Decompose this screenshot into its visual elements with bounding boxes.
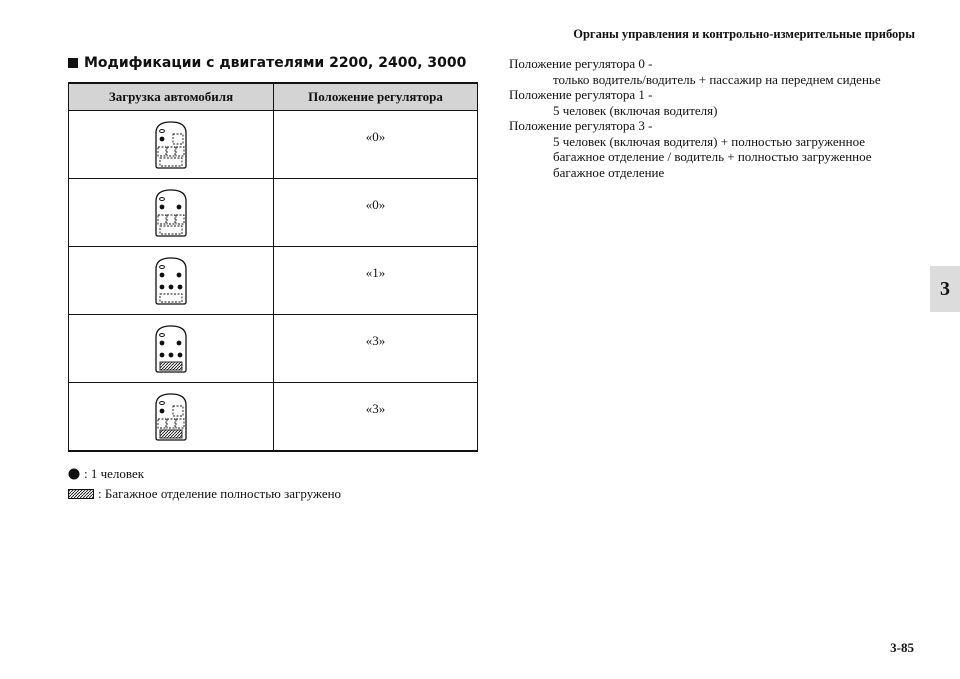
legend-cargo [68,486,341,502]
legend-person-text: : 1 человек [84,466,145,481]
bullet-square-icon [68,58,78,68]
chapter-tab: 3 [930,266,960,312]
load-diagram-cell [69,247,274,315]
column-header-position: Положение регулятора [274,83,478,111]
table-row [69,247,478,315]
note-desc-0: только водитель/водитель + пассажир на переднем сиденье [553,71,881,87]
load-diagram-cell [69,111,274,179]
regulator-position-cell: «1» [274,247,478,315]
table-row [69,111,478,179]
car-load-diagram-icon [153,188,189,238]
cargo-hatch-icon [68,489,94,499]
table-row [69,179,478,247]
load-table [68,82,478,452]
note-desc-1: 5 человек (включая водителя) [553,102,718,118]
load-diagram-cell [69,315,274,383]
legend-person [68,466,144,482]
page-number: 3-85 [890,640,914,655]
load-diagram-cell [69,383,274,452]
regulator-position-cell: «3» [274,315,478,383]
regulator-notes [509,56,919,180]
regulator-position-cell: «3» [274,383,478,452]
car-load-diagram-icon [153,120,189,170]
note-level-1: Положение регулятора 1 - [509,87,653,102]
legend-cargo-text: : Багажное отделение полностью загружено [98,486,342,501]
section-heading [68,55,466,71]
running-title: Органы управления и контрольно-измерительные приборы [573,27,915,41]
car-load-diagram-icon [153,324,189,374]
note-desc-3: 5 человек (включая водителя) + полностью загруженное багажное отделение / водитель + полностью загруженное багажное отделение [553,133,872,180]
car-load-diagram-icon [153,392,189,442]
column-header-load: Загрузка автомобиля [69,83,274,111]
person-dot-icon [68,468,80,480]
regulator-position-cell: «0» [274,111,478,179]
table-row [69,383,478,452]
section-heading-text: Модификации с двигателями 2200, 2400, 3000 [84,55,467,71]
regulator-position-cell: «0» [274,179,478,247]
table-header-row [69,83,478,111]
note-level-0: Положение регулятора 0 - [509,56,653,71]
note-level-3: Положение регулятора 3 - [509,118,653,133]
load-diagram-cell [69,179,274,247]
table-row [69,315,478,383]
car-load-diagram-icon [153,256,189,306]
